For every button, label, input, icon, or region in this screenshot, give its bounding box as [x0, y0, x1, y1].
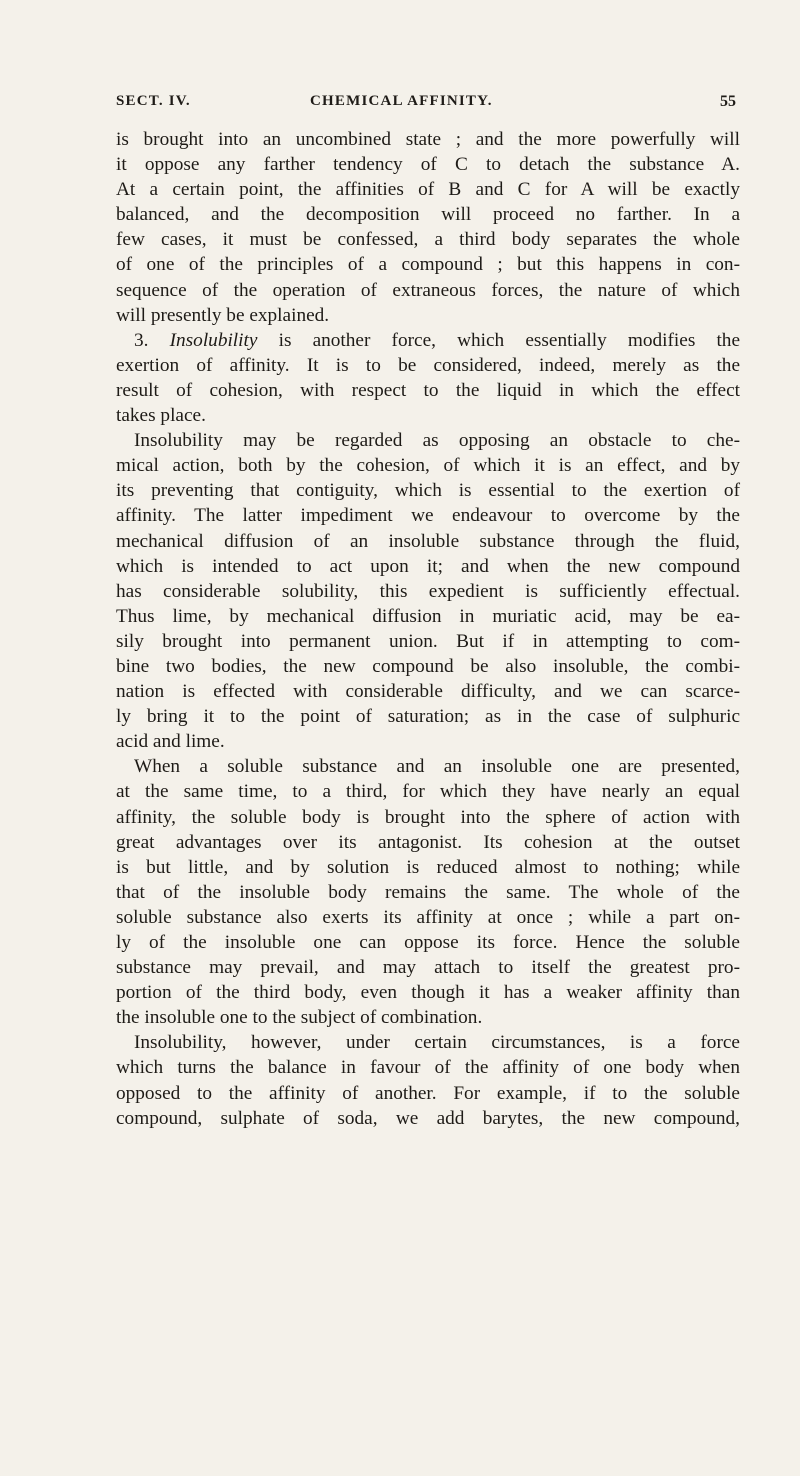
text-line: takes place.: [116, 405, 206, 427]
text-line: that of the insoluble body remains the same. The whole of the: [116, 881, 740, 903]
text-line: balanced, and the decomposition will proceed no farther. In a: [116, 204, 740, 226]
text-line: ly of the insoluble one can oppose its force. Hence the soluble: [116, 932, 740, 953]
text-line-rest: is another force, which essentially modifies the: [278, 329, 741, 351]
text-line: of one of the principles of a compound ; but this happens in con-: [116, 254, 740, 276]
text-line: bine two bodies, the new compound be also insoluble, the combi-: [116, 655, 740, 677]
running-title: CHEMICAL AFFINITY.: [310, 93, 493, 109]
text-line: exertion of affinity. It is to be considered, indeed, merely as the: [116, 354, 740, 376]
text-line: mical action, both by the cohesion, of which it is an effect, and by: [116, 455, 740, 477]
text-line: Thus lime, by mechanical diffusion in muriatic acid, may be ea-: [116, 605, 740, 627]
text-line: Insolubility may be regarded as opposing an obstacle to che-: [134, 430, 740, 452]
text-line: the insoluble one to the subject of combination.: [116, 1007, 483, 1029]
running-head: [116, 93, 736, 119]
text-line: result of cohesion, with respect to the liquid in which the effect: [116, 379, 740, 401]
text-line: its preventing that contiguity, which is essential to the exertion of: [116, 480, 740, 502]
page-number: 55: [720, 93, 736, 110]
text-line: at the same time, to a third, for which they have nearly an equal: [116, 781, 740, 803]
text-line: which turns the balance in favour of the affinity of one body when: [116, 1057, 740, 1079]
text-line: mechanical diffusion of an insoluble substance through the fluid,: [116, 530, 740, 552]
text-line: Insolubility, however, under certain circumstances, is a force: [134, 1032, 740, 1054]
text-line: which is intended to act upon it; and when the new compound: [116, 555, 740, 577]
text-line: few cases, it must be confessed, a third body separates the whole: [116, 229, 740, 251]
text-line: will presently be explained.: [116, 304, 330, 326]
body-text: [116, 127, 740, 1131]
text-line: opposed to the affinity of another. For example, if to the soluble: [116, 1082, 740, 1104]
text-line: it oppose any farther tendency of C to detach the substance A.: [116, 154, 740, 176]
text-line: affinity. The latter impediment we endeavour to overcome by the: [116, 505, 740, 527]
item-term: Insolubility: [169, 329, 258, 351]
text-line: sequence of the operation of extraneous forces, the nature of which: [116, 279, 740, 301]
text-line: affinity, the soluble body is brought into the sphere of action with: [116, 806, 740, 828]
text-line: compound, sulphate of soda, we add barytes, the new compound,: [116, 1107, 740, 1129]
text-line: acid and lime.: [116, 731, 225, 753]
text-line: substance may prevail, and may attach to itself the greatest pro-: [116, 957, 740, 979]
text-line: ly bring it to the point of saturation; as in the case of sulphuric: [116, 706, 740, 728]
text-line: is but little, and by solution is reduced almost to nothing; while: [116, 856, 740, 878]
text-line: is brought into an uncombined state ; and the more powerfully will: [116, 129, 740, 150]
text-line: has considerable solubility, this expedient is sufficiently effectual.: [116, 580, 740, 602]
text-line: great advantages over its antagonist. Its cohesion at the outset: [116, 831, 740, 853]
text-line: portion of the third body, even though it has a weaker affinity than: [116, 982, 740, 1004]
text-line-item-3: [116, 328, 740, 353]
text-line: At a certain point, the affinities of B and C for A will be exactly: [116, 179, 740, 201]
section-label: SECT. IV.: [116, 93, 191, 109]
text-line: When a soluble substance and an insoluble one are presented,: [134, 756, 740, 778]
item-number: 3.: [134, 329, 149, 351]
text-line: soluble substance also exerts its affinity at once ; while a part on-: [116, 906, 740, 928]
text-line: sily brought into permanent union. But if in attempting to com-: [116, 630, 740, 652]
text-line: nation is effected with considerable difficulty, and we can scarce-: [116, 681, 740, 703]
